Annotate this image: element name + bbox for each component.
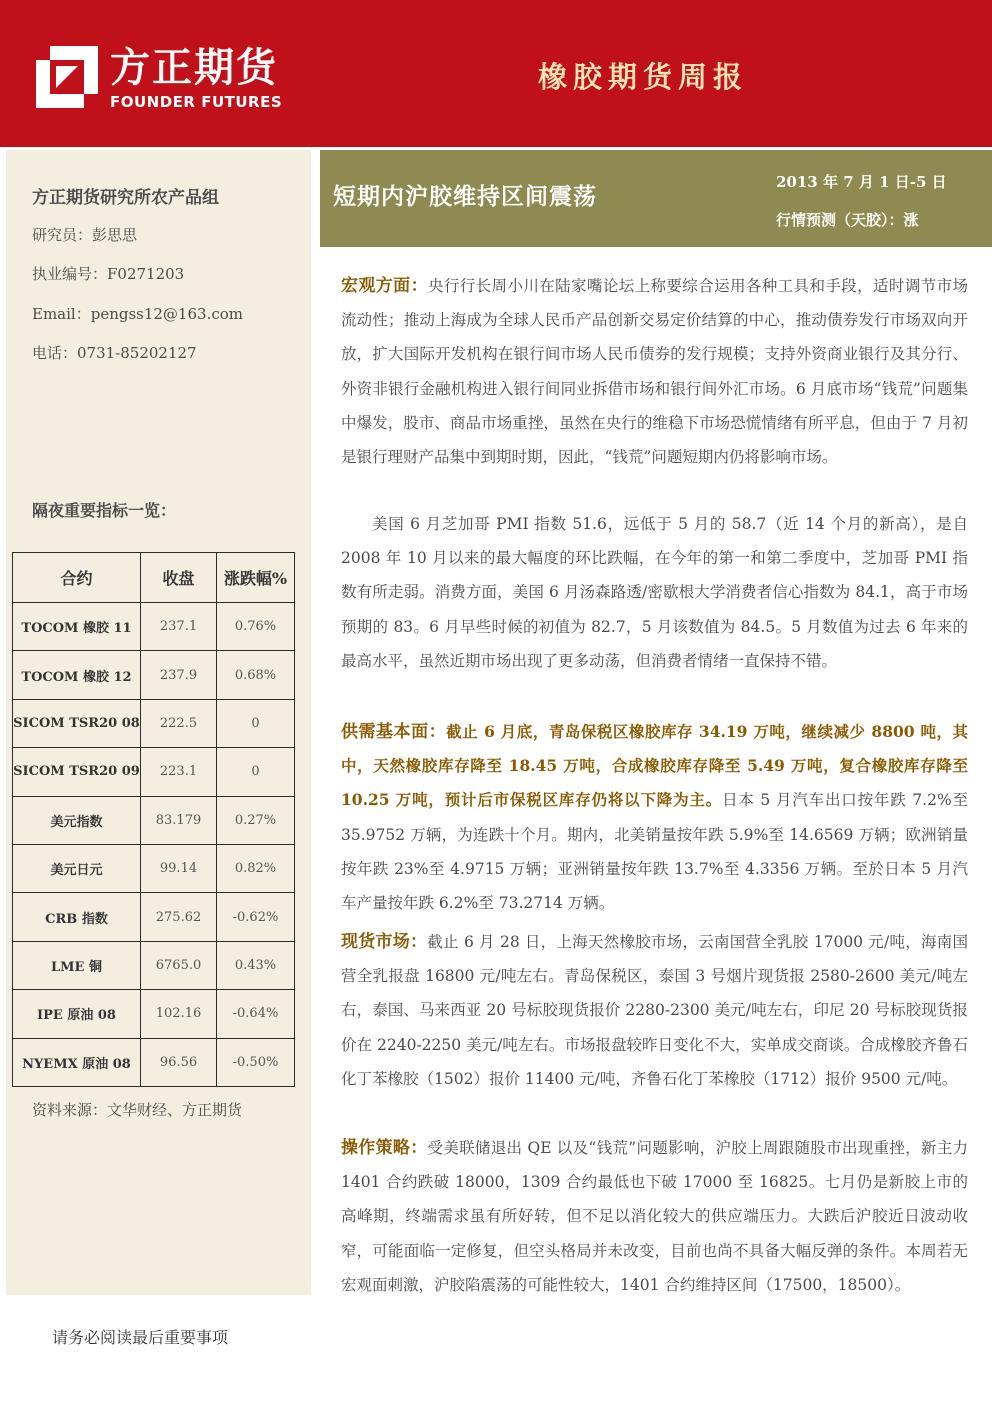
table-header-row: [13, 553, 295, 603]
overnight-indicator-table: [12, 552, 295, 1087]
table-row: [13, 651, 295, 699]
contract-cell: CRB 指数: [13, 893, 141, 941]
indicator-table-heading: 隔夜重要指标一览：: [32, 501, 177, 520]
research-group: 方正期货研究所农产品组: [32, 188, 219, 208]
change-cell: 0.43%: [217, 941, 295, 989]
supply-demand-section: [341, 715, 968, 920]
article-headline: 短期内沪胶维持区间震荡: [333, 183, 597, 210]
change-cell: -0.64%: [217, 990, 295, 1038]
macro-text: 央行行长周小川在陆家嘴论坛上称要综合运用各种工具和手段，适时调节市场流动性；推动上海成为全球人民币产品创新交易定价结算的中心，推动债券发行市场双向开放，扩大国际开发机构在银行间市场人民币债券的发行规模；支持外资商业银行及其分行、外资非银行金融机构进入银行间同业拆借市场和银行间外汇市场。6 月底市场“钱荒”问题集中爆发，股市、商品市场重挫，虽然在央行的维稳下市场恐慌情绪有所平息，但由于 7 月初是银行理财产品集中到期时期，因此，“钱荒”问题短期内仍将影响市场。: [341, 277, 968, 467]
strategy-label: 操作策略：: [341, 1138, 428, 1158]
contract-cell: NYEMX 原油 08: [13, 1038, 141, 1086]
contract-cell: IPE 原油 08: [13, 990, 141, 1038]
table-row: [13, 844, 295, 892]
change-cell: 0.82%: [217, 844, 295, 892]
strategy-text: 受美联储退出 QE 以及“钱荒”问题影响，沪胶上周跟随股市出现重挫，新主力 1401 合约跌破 18000，1309 合约最低也下破 17000 至 16825。七月仍是新胶上市的高峰期，终端需求虽有所好转，但不足以消化较大的供应端压力。大跌后沪胶近日波动收窄，可能面临一定修复，但空头格局并未改变，目前也尚不具备大幅反弹的条件。本周若无宏观面刺激，沪胶陷震荡的可能性较大，1401 合约维持区间（17500，18500）。: [341, 1139, 968, 1294]
table-row: [13, 1038, 295, 1086]
change-cell: -0.50%: [217, 1038, 295, 1086]
change-cell: 0.27%: [217, 796, 295, 844]
table-row: [13, 748, 295, 796]
contract-cell: LME 铜: [13, 941, 141, 989]
table-header: 合约: [13, 553, 141, 603]
change-cell: 0: [217, 748, 295, 796]
close-cell: 6765.0: [141, 941, 217, 989]
founder-logo-icon: [36, 46, 98, 108]
email-contact: Email：pengss12@163.com: [32, 305, 243, 323]
disclaimer-notice: 请务必阅读最后重要事项: [52, 1328, 229, 1347]
table-row: [13, 699, 295, 747]
macro-section: [341, 269, 968, 474]
change-cell: -0.62%: [217, 893, 295, 941]
table-header: 涨跌幅%: [217, 553, 295, 603]
change-cell: 0.76%: [217, 603, 295, 651]
data-source-note: 资料来源：文华财经、方正期货: [32, 1101, 243, 1119]
us-economy-section: [341, 507, 968, 678]
close-cell: 237.1: [141, 603, 217, 651]
table-row: [13, 893, 295, 941]
contract-cell: SICOM TSR20 09: [13, 748, 141, 796]
close-cell: 96.56: [141, 1038, 217, 1086]
change-cell: 0: [217, 699, 295, 747]
spot-market-label: 现货市场：: [341, 932, 428, 952]
table-header: 收盘: [141, 553, 217, 603]
change-cell: 0.68%: [217, 651, 295, 699]
table-row: [13, 990, 295, 1038]
close-cell: 237.9: [141, 651, 217, 699]
close-cell: 83.179: [141, 796, 217, 844]
close-cell: 275.62: [141, 893, 217, 941]
supply-demand-highlight: 截止 6 月底，青岛保税区橡胶库存 34.19 万吨，继续减少 8800 吨，其中，天然橡胶库存降至 18.45 万吨，合成橡胶库存降至 5.49 万吨，复合橡胶库存降至 10.25 万吨，预计后市保税区库存仍将以下降为主。: [341, 722, 969, 810]
close-cell: 223.1: [141, 748, 217, 796]
contract-cell: SICOM TSR20 08: [13, 699, 141, 747]
spot-market-section: [341, 925, 968, 1096]
table-row: [13, 796, 295, 844]
macro-label: 宏观方面：: [341, 276, 428, 296]
report-date-range: 2013 年 7 月 1 日-5 日: [776, 173, 947, 191]
supply-demand-label: 供需基本面：: [341, 722, 447, 742]
table-row: [13, 941, 295, 989]
strategy-section: [341, 1131, 968, 1302]
logo-text-en: FOUNDER FUTURES: [110, 93, 283, 111]
contract-cell: TOCOM 橡胶 12: [13, 651, 141, 699]
contract-cell: TOCOM 橡胶 11: [13, 603, 141, 651]
spot-market-text: 截止 6 月 28 日，上海天然橡胶市场，云南国营全乳胶 17000 元/吨，海南国营全乳报盘 16800 元/吨左右。青岛保税区，泰国 3 号烟片现货报 2580-2600 美元/吨左右，泰国、马来西亚 20 号标胶现货报价 2280-2300 美元/吨左右，印尼 20 号标胶现货报价在 2240-2250 美元/吨左右。市场报盘较昨日变化不大，实单成交商谈。合成橡胶齐鲁石化丁苯橡胶（1502）报价 11400 元/吨，齐鲁石化丁苯橡胶（1712）报价 9500 元/吨。: [341, 933, 968, 1088]
us-economy-text: 美国 6 月芝加哥 PMI 指数 51.6，远低于 5 月的 58.7（近 14 个月的新高），是自 2008 年 10 月以来的最大幅度的环比跌幅，在今年的第一和第二季度中，芝加哥 PMI 指数有所走弱。消费方面，美国 6 月汤森路透/密歇根大学消费者信心指数为 84.1，高于市场预期的 83。6 月早些时候的初值为 82.7，5 月该数值为 84.5。5 月数值为过去 6 年来的最高水平，虽然近期市场出现了更多动荡，但消费者情绪一直保持不错。: [341, 515, 968, 670]
phone-contact: 电话：0731-85202127: [32, 344, 197, 362]
market-forecast: 行情预测（天胶）：涨: [776, 211, 919, 229]
close-cell: 222.5: [141, 699, 217, 747]
contract-cell: 美元指数: [13, 796, 141, 844]
report-title: 橡胶期货周报: [538, 60, 749, 94]
close-cell: 102.16: [141, 990, 217, 1038]
license-number: 执业编号：F0271203: [32, 265, 185, 283]
researcher-name: 研究员：彭思思: [32, 226, 138, 244]
contract-cell: 美元日元: [13, 844, 141, 892]
table-row: [13, 603, 295, 651]
supply-demand-text: 日本 5 月汽车出口按年跌 7.2%至 35.9752 万辆，为连跌十个月。期内，北美销量按年跌 5.9%至 14.6569 万辆；欧洲销量按年跌 23%至 4.9715 万辆；亚洲销量按年跌 13.7%至 4.3356 万辆。至於日本 5 月汽车产量按年跌 6.2%至 73.2714 万辆。: [341, 791, 968, 913]
close-cell: 99.14: [141, 844, 217, 892]
logo-text-cn: 方正期货: [110, 45, 278, 91]
